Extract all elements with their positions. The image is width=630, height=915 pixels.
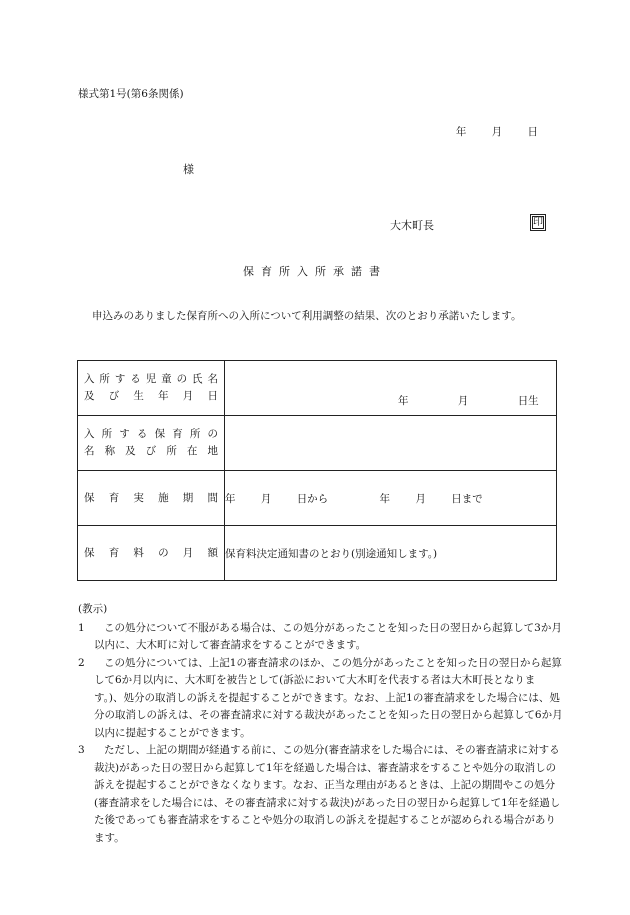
value-period <box>225 471 557 526</box>
birth-day: 日生 <box>517 395 539 407</box>
note-number: 2 <box>78 656 85 669</box>
value-child-name <box>225 361 557 416</box>
birth-month: 月 <box>457 395 469 407</box>
seal-mark <box>530 214 546 231</box>
date-year: 年 <box>455 126 467 138</box>
approval-table <box>77 360 557 581</box>
table-row <box>78 361 557 416</box>
table-row <box>78 416 557 471</box>
date-month: 月 <box>491 126 503 138</box>
table-row <box>78 471 557 526</box>
period-end-month: 月 <box>415 492 426 505</box>
form-id: 様式第1号(第6条関係) <box>78 88 184 100</box>
value-nursery <box>225 416 557 471</box>
period-start-day: 日から <box>296 492 329 505</box>
notice-section <box>78 601 563 847</box>
page-title: 保育所入所承諾書 <box>243 265 387 278</box>
list-item <box>78 620 563 655</box>
note-text: この処分については、上記1の審査請求のほか、この処分があったことを知った日の翌日から起算して6か月以内に、大木町を被告として(訴訟において大木町を代表する者は大木町長となります。)、処分の取消しの訴えを提起することができます。なお、上記1の審査請求をした場合には、処分の取消しの訴えは、その審査請求に対する裁決があったことを知った日の翌日から起算して6か月以内に提起することができます。 <box>94 656 563 739</box>
list-item <box>78 655 563 743</box>
note-text: この処分について不服がある場合は、この処分があったことを知った日の翌日から起算して3か月以内に、大木町に対して審査請求をすることができます。 <box>94 621 562 651</box>
note-text: ただし、上記の期間が経過する前に、この処分(審査請求をした場合には、その審査請求に対する裁決)があった日の翌日から起算して1年を経過した場合は、審査請求をすることや処分の取消しの訴えを提起することができなくなります。なお、正当な理由があるときは、上記の期間やこの処分(審査請求をした場合には、その審査請求に対する裁決)があった日の翌日から起算して1年を経過した後であっても審査請求をすることや処分の取消しの訴えを提起することが認められる場合があります。 <box>94 744 561 844</box>
date-line <box>456 124 538 139</box>
label-period: 保育実施期間 <box>78 471 225 526</box>
period-start-month: 月 <box>260 492 272 505</box>
value-fee: 保育料決定通知書のとおり(別途通知します。) <box>225 526 557 581</box>
note-number: 1 <box>78 621 85 634</box>
intro-text: 申込みのありました保育所への入所について利用調整の結果、次のとおり承諾いたします。 <box>92 310 522 322</box>
table-row <box>78 526 557 581</box>
issuer-name: 大木町長 <box>390 219 434 232</box>
birth-date <box>398 393 539 408</box>
label-line: 及び生年月日 <box>84 390 218 402</box>
label-line: 入所する保育所の <box>84 428 218 440</box>
period-start-year: 年 <box>225 492 236 505</box>
label-fee: 保育料の月額 <box>78 526 225 581</box>
birth-year: 年 <box>398 395 409 407</box>
addressee-suffix: 様 <box>183 163 194 176</box>
note-number: 3 <box>78 744 85 756</box>
date-day: 日 <box>527 126 538 138</box>
label-nursery <box>78 416 225 471</box>
label-line: 名称及び所在地 <box>84 445 218 457</box>
seal-text: 印 <box>533 217 543 228</box>
period-end-day: 日まで <box>451 492 483 505</box>
notice-heading: (教示) <box>78 603 108 615</box>
label-line: 入所する児童の氏名 <box>84 373 218 385</box>
label-child-name <box>78 361 225 416</box>
period-end-year: 年 <box>379 492 391 505</box>
list-item <box>78 742 563 847</box>
